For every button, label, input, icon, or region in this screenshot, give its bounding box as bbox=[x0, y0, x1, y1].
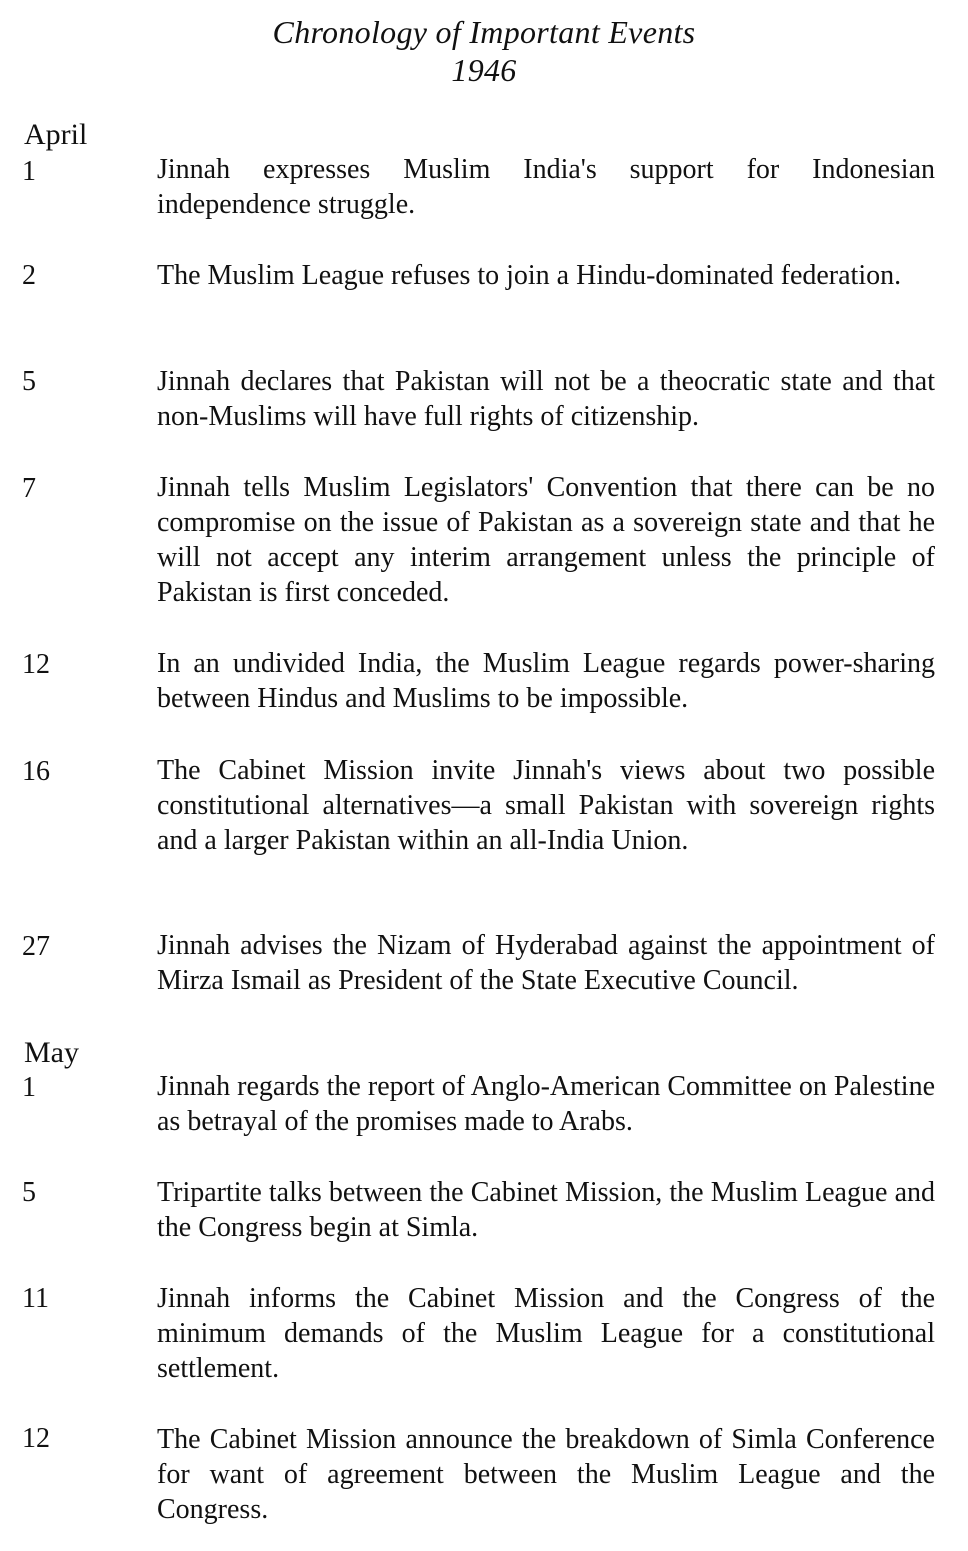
event-day: 16 bbox=[22, 756, 50, 787]
event-description: The Cabinet Mission invite Jinnah's views about two possible constitutional alternatives—a small Pakistan with sovereign rights and a larger Pakistan within an all-India Union. bbox=[157, 755, 935, 856]
event-day: 2 bbox=[22, 260, 36, 291]
event-day: 11 bbox=[22, 1283, 49, 1314]
event-description: Tripartite talks between the Cabinet Mission, the Muslim League and the Congress begin at Simla. bbox=[157, 1177, 935, 1243]
event-description: Jinnah advises the Nizam of Hyderabad against the appointment of Mirza Ismail as President of the State Executive Council. bbox=[157, 930, 935, 996]
event-description: Jinnah informs the Cabinet Mission and the Congress of the minimum demands of the Muslim League for a constitutional settlement. bbox=[157, 1283, 935, 1384]
event-description: Jinnah declares that Pakistan will not be a theocratic state and that non-Muslims will have full rights of citizenship. bbox=[157, 366, 935, 432]
event-description: Jinnah regards the report of Anglo-American Committee on Palestine as betrayal of the promises made to Arabs. bbox=[157, 1071, 935, 1137]
event-day: 5 bbox=[22, 366, 36, 397]
event-day: 27 bbox=[22, 931, 50, 962]
event-day: 1 bbox=[22, 156, 36, 187]
event-description: In an undivided India, the Muslim League regards power-sharing between Hindus and Muslims to be impossible. bbox=[157, 648, 935, 714]
event-day: 5 bbox=[22, 1177, 36, 1208]
event-description: Jinnah tells Muslim Legislators' Convention that there can be no compromise on the issue of Pakistan as a sovereign state and that he will not accept any interim arrangement unless the principle of Pakistan is first conceded. bbox=[157, 472, 935, 608]
event-day: 7 bbox=[22, 473, 36, 504]
event-description: Jinnah expresses Muslim India's support for Indonesian independence struggle. bbox=[157, 154, 935, 220]
event-description: The Cabinet Mission announce the breakdown of Simla Conference for want of agreement between the Muslim League and the Congress. bbox=[157, 1424, 935, 1525]
month-heading-april: April bbox=[24, 118, 88, 151]
month-heading-may: May bbox=[24, 1036, 79, 1069]
event-day: 1 bbox=[22, 1072, 36, 1103]
event-description: The Muslim League refuses to join a Hindu-dominated federation. bbox=[157, 260, 902, 291]
page-title: Chronology of Important Events bbox=[272, 14, 696, 50]
event-day: 12 bbox=[22, 649, 50, 680]
event-day: 12 bbox=[22, 1423, 50, 1454]
page-year: 1946 bbox=[451, 52, 517, 88]
